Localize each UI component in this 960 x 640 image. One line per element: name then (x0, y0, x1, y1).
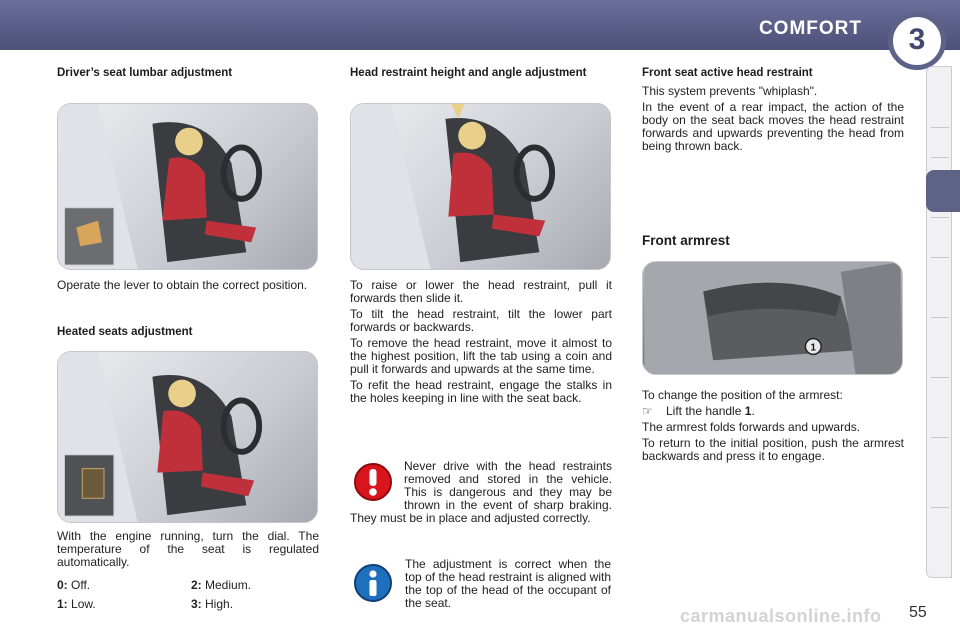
warning-box (350, 460, 612, 525)
info-text: The adjustment is correct when the top of the head restraint is aligned with the top of the head of the occupant of the seat. (405, 557, 611, 610)
active-head-restraint-heading: Front seat active head restraint (642, 67, 813, 79)
tab-divider (931, 257, 949, 258)
tab-divider (931, 437, 949, 438)
position-value: High. (205, 597, 234, 611)
armrest-callout: 1 (810, 342, 817, 354)
position-key: 2: (191, 578, 202, 592)
armrest-paragraph-1: To change the position of the armrest: (642, 388, 843, 402)
chapter-title: COMFORT (758, 18, 862, 39)
tab-divider (931, 217, 949, 218)
paragraph-raise: To raise or lower the head restraint, pull it forwards then slide it. (350, 278, 612, 305)
heated-seat-illustration (57, 351, 318, 523)
lumbar-heading: Driver’s seat lumbar adjustment (57, 67, 233, 79)
position-0 (57, 578, 90, 592)
position-3 (191, 597, 233, 611)
chapter-tabs[interactable] (926, 66, 952, 578)
head-restraint-drawing (351, 104, 610, 269)
tab-divider (931, 157, 949, 158)
column-seat-adjustments (57, 67, 319, 79)
car-seat-heat-drawing (58, 352, 317, 522)
position-value: Medium. (205, 578, 252, 592)
armrest-bullet-text: Lift the handle (666, 404, 742, 418)
position-key: 0: (57, 578, 68, 592)
head-restraint-illustration (350, 103, 611, 270)
tab-divider (931, 317, 949, 318)
armrest-paragraph-2: The armrest folds forwards and upwards. (642, 420, 861, 434)
heated-seats-heading: Heated seats adjustment (57, 326, 193, 338)
active-chapter-tab[interactable] (926, 170, 960, 212)
heated-instruction: With the engine running, turn the dial. The temperature of the seat is regulated automatically. (57, 529, 319, 569)
armrest-drawing (643, 262, 902, 374)
tab-divider (931, 507, 949, 508)
tab-divider (931, 127, 949, 128)
warning-text: Never drive with the head restraints removed and stored in the vehicle. This is dangerous and they may be thrown in the event of sharp braking. They must be in place and adjusted correctly. (350, 459, 612, 525)
paragraph-remove: To remove the head restraint, move it almost to the highest position, lift the tab using a coin and pull it forwards and upwards at the same time. (350, 336, 612, 376)
armrest-paragraph-3: To return to the initial position, push the armrest backwards and press it to engage. (642, 436, 904, 463)
head-restraint-heading: Head restraint height and angle adjustment (350, 67, 587, 79)
paragraph-tilt: To tilt the head restraint, tilt the lower part forwards or backwards. (350, 307, 612, 334)
position-key: 1: (57, 597, 68, 611)
lumbar-adjustment-illustration (57, 103, 318, 270)
chapter-header-bar (0, 0, 960, 50)
heated-text-block (57, 530, 319, 572)
heated-heading-block (57, 326, 319, 338)
warning-spacer (350, 460, 404, 506)
page-number: 55 (909, 604, 927, 621)
position-key: 3: (191, 597, 202, 611)
position-value: Low. (71, 597, 96, 611)
armrest-heading-block (642, 234, 904, 247)
car-seat-drawing (58, 104, 317, 269)
chapter-number: 3 (908, 23, 926, 56)
paragraph-refit: To refit the head restraint, engage the stalks in the holes keeping in line with the seat back. (350, 378, 612, 405)
lumbar-text-block (57, 279, 319, 295)
head-restraint-text (350, 279, 612, 408)
armrest-bullet-number: 1 (744, 404, 752, 418)
armrest-illustration (642, 261, 903, 375)
active-paragraph-1: This system prevents "whiplash". (642, 84, 818, 98)
position-1 (57, 597, 96, 611)
position-value: Off. (71, 578, 91, 592)
pointing-hand-icon: ☞ (642, 404, 653, 418)
tab-divider (931, 377, 949, 378)
chapter-badge (888, 12, 946, 70)
position-2 (191, 578, 251, 592)
column-active-restraint-armrest (642, 67, 904, 156)
armrest-text-block (642, 389, 904, 466)
info-icon (353, 563, 393, 603)
lumbar-instruction: Operate the lever to obtain the correct position. (57, 278, 308, 292)
column-head-restraint (350, 67, 612, 79)
active-paragraph-2: In the event of a rear impact, the action of the body on the seat back moves the head restraint forwards and upwards preventing the head from being thrown back. (642, 100, 904, 153)
armrest-bullet: ☞ Lift the handle 1. (642, 404, 755, 418)
watermark: carmanualsonline.info (680, 606, 882, 626)
front-armrest-heading: Front armrest (642, 233, 730, 248)
